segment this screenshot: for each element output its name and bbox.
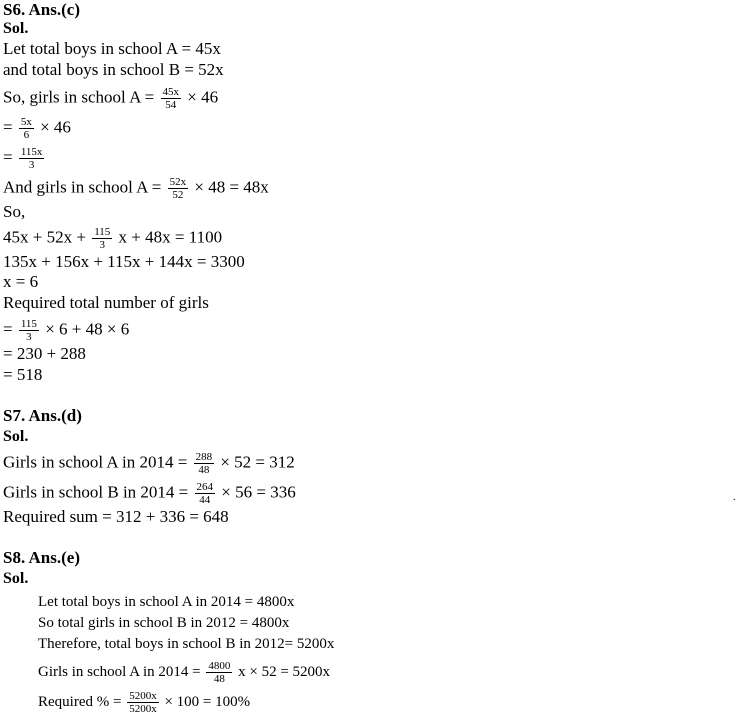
s7-heading: S7. Ans.(d): [3, 406, 82, 425]
s6-line-8-pre: 45x + 52x +: [3, 227, 86, 247]
s7-line-2-post: × 56 = 336: [221, 482, 296, 502]
s6-sol-label: Sol.: [3, 20, 29, 37]
s7-line-1-fraction: [194, 451, 215, 476]
fraction-numerator: 115: [20, 318, 37, 330]
s6-line-7: So,: [3, 202, 26, 221]
s8-line-5-pre: Required % =: [38, 693, 122, 710]
s7-line-1: [3, 451, 295, 476]
s8-sol-label: Sol.: [3, 570, 29, 587]
fraction-denominator: 48: [213, 673, 225, 685]
s8-line-5-fraction: [127, 690, 159, 715]
fraction-numerator: 52x: [169, 176, 187, 188]
fraction-denominator: 3: [26, 331, 32, 343]
fraction-numerator: 115: [94, 226, 111, 238]
s6-line-4-pre: =: [3, 117, 13, 137]
s8-line-3: Therefore, total boys in school B in 2012= 5200x: [38, 636, 335, 652]
s8-line-5: [38, 690, 250, 715]
s8-line-1: Let total boys in school A in 2014 = 4800x: [38, 594, 295, 610]
s7-line-3: Required sum = 312 + 336 = 648: [3, 507, 229, 526]
fraction-numerator: 4800: [208, 660, 231, 672]
s8-line-5-post: × 100 = 100%: [164, 693, 251, 710]
s7-line-2: [3, 481, 296, 506]
s7-sol-label: Sol.: [3, 428, 29, 445]
s8-line-2: So total girls in school B in 2012 = 4800x: [38, 615, 290, 631]
s6-line-5-pre: =: [3, 147, 13, 167]
fraction-numerator: 5x: [20, 116, 32, 128]
s6-line-5-fraction: [19, 146, 45, 171]
s7-line-1-pre: Girls in school A in 2014 =: [3, 452, 188, 472]
s6-line-6-post: × 48 = 48x: [194, 177, 269, 197]
s6-line-12: [3, 318, 129, 343]
s6-line-4-post: × 46: [40, 117, 71, 137]
fraction-denominator: 48: [198, 464, 210, 476]
s6-line-6-pre: And girls in school A =: [3, 177, 162, 197]
fraction-denominator: 5200x: [129, 703, 157, 715]
s6-line-13: = 230 + 288: [3, 344, 86, 363]
s6-line-8: [3, 226, 222, 251]
s8-line-4: [38, 660, 330, 685]
fraction-denominator: 6: [23, 129, 30, 141]
s6-line-3-fraction: [161, 86, 182, 111]
s6-line-12-fraction: [19, 318, 39, 343]
fraction-denominator: 54: [165, 99, 177, 111]
s6-line-3-post: × 46: [187, 87, 219, 107]
s6-line-2: and total boys in school B = 52x: [3, 60, 224, 79]
s6-line-1: Let total boys in school A = 45x: [3, 39, 221, 58]
s6-line-12-post: × 6 + 48 × 6: [45, 319, 130, 339]
fraction-denominator: 52: [172, 189, 184, 201]
s6-line-9: 135x + 156x + 115x + 144x = 3300: [3, 252, 245, 271]
s6-line-5: [3, 146, 46, 171]
s7-line-1-post: × 52 = 312: [220, 452, 295, 472]
s6-line-3-pre: So, girls in school A =: [3, 87, 155, 107]
s6-line-3: [3, 86, 218, 111]
s6-heading: S6. Ans.(c): [3, 0, 80, 19]
fraction-denominator: 44: [199, 494, 211, 506]
s6-line-4-fraction: [19, 116, 34, 141]
s6-line-4: [3, 116, 71, 141]
fraction-numerator: 288: [195, 451, 213, 463]
s8-line-4-post: x × 52 = 5200x: [238, 663, 331, 680]
s7-line-2-pre: Girls in school B in 2014 =: [3, 482, 189, 502]
s8-line-4-fraction: [206, 660, 232, 685]
s8-heading: S8. Ans.(e): [3, 548, 80, 567]
fraction-denominator: 3: [28, 159, 35, 171]
fraction-numerator: 115x: [20, 146, 43, 158]
s7-line-2-fraction: [195, 481, 216, 506]
s6-line-14: = 518: [3, 365, 43, 384]
fraction-numerator: 45x: [162, 86, 180, 98]
s8-line-4-pre: Girls in school A in 2014 =: [38, 663, 201, 680]
fraction-numerator: 5200x: [129, 690, 157, 702]
s6-line-12-pre: =: [3, 319, 13, 339]
fraction-denominator: 3: [99, 239, 105, 251]
stray-dot-mark: .: [733, 492, 736, 503]
s6-line-6-fraction: [168, 176, 189, 201]
s6-line-8-post: x + 48x = 1100: [118, 227, 223, 247]
s6-line-8-fraction: [92, 226, 112, 251]
fraction-numerator: 264: [196, 481, 214, 493]
s6-line-6: [3, 176, 269, 201]
s6-line-10: x = 6: [3, 272, 39, 291]
s6-line-11: Required total number of girls: [3, 293, 209, 312]
